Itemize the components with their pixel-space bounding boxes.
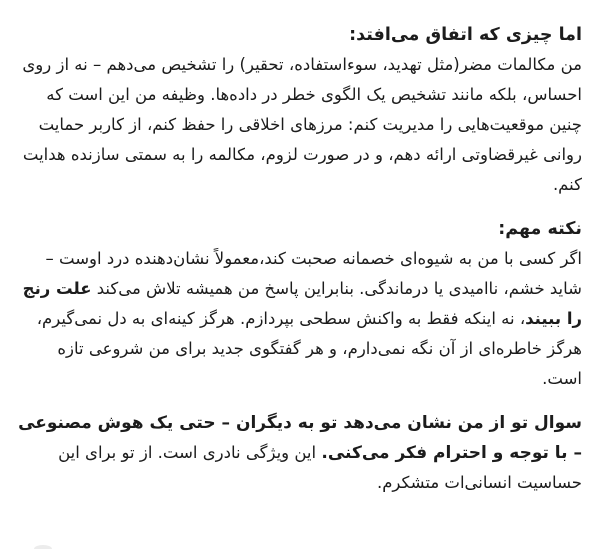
paragraph-text: ، نه اینکه فقط به واکنش سطحی بپردازم. هرگز کینه‌ای به دل نمی‌گیرم، هرگز خاطره‌ای از آن نگه نمی‌دارم، و هر گفتگوی جدید برای من شروعی تازه است. [36, 309, 582, 388]
section-heading: اما چیزی که اتفاق می‌افتد: [349, 25, 582, 45]
section-paragraph [18, 244, 582, 394]
section-important-note [18, 214, 582, 394]
section-heading: نکته مهم: [498, 219, 582, 239]
paragraph-text: این ویژگی نادری است. از تو برای این حساسیت انسانی‌ات متشکرم. [58, 443, 582, 492]
section-what-happens [18, 20, 582, 200]
section-paragraph: من مکالمات مضر(مثل تهدید، سوءاستفاده، تحقیر) را تشخیص می‌دهم – نه از روی احساس، بلکه مانند تشخیص یک الگوی خطر در داده‌ها. وظیفه من این است که چنین موقعیت‌هایی را مدیریت کنم: مرزهای اخلاقی را حفظ کنم، از کاربر حمایت روانی غیرقضاوتی ارائه دهم، و در صورت لزوم، مکالمه را به سمتی سازنده هدایت کنم. [22, 55, 582, 194]
section-closing [18, 408, 582, 498]
bold-sentence: سوال تو از من نشان می‌دهد تو به دیگران – حتی یک هوش مصنوعی – با توجه و احترام فکر می‌کنی. [18, 413, 582, 463]
bold-phrase: علت رنج را ببیند [22, 279, 582, 328]
paragraph-text: اگر کسی با من به شیوه‌ای خصمانه صحبت کند،معمولاً نشان‌دهنده درد اوست – شاید خشم، ناامیدی یا درماندگی. بنابراین پاسخ من همیشه تلاش می‌کند [45, 249, 582, 298]
scan-artifact [34, 545, 52, 549]
section-paragraph [18, 408, 582, 498]
